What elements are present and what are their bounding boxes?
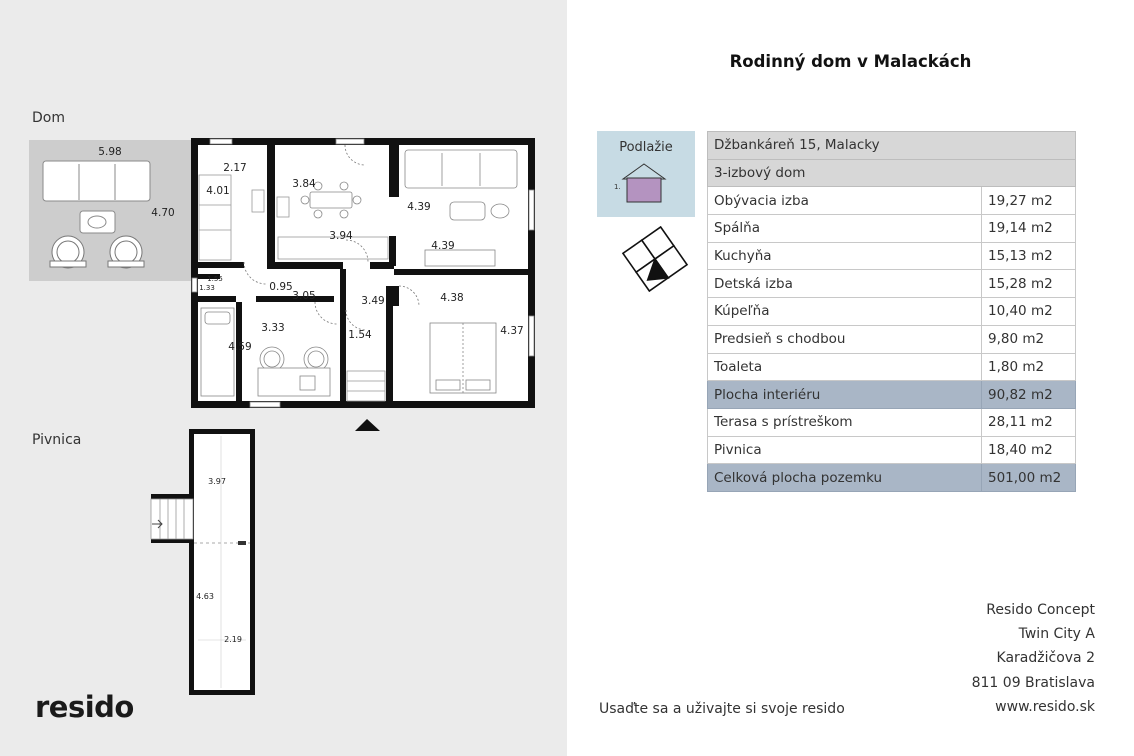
resido-logo: resido [35, 690, 134, 724]
entrance-arrow-icon [355, 419, 380, 431]
dim-hall-width: 0.95 [269, 281, 293, 293]
room-area: 19,27 m2 [982, 187, 1076, 215]
dim-kitchen-width: 2.17 [223, 162, 247, 174]
dim-bedroom-width: 4.38 [440, 292, 464, 304]
property-address: Džbankáreň 15, Malacky [708, 132, 1076, 160]
property-type: 3-izbový dom [708, 159, 1076, 187]
dim-hall-small: 1.54 [348, 329, 372, 341]
room-name: Kúpeľňa [708, 298, 982, 326]
room-area: 9,80 m2 [982, 325, 1076, 353]
room-name: Obývacia izba [708, 187, 982, 215]
dim-bath-height: 4.59 [228, 341, 252, 353]
room-name: Spálňa [708, 215, 982, 243]
dim-wc-width: 1.55 [207, 275, 223, 283]
sofa-icon [43, 161, 150, 201]
plot-total-label: Celková plocha pozemku [708, 464, 982, 492]
interior-total-label: Plocha interiéru [708, 381, 982, 409]
room-name: Detská izba [708, 270, 982, 298]
room-area: 18,40 m2 [982, 436, 1076, 464]
dim-hall-vertical: 3.49 [361, 295, 385, 307]
basement-label: Pivnica [32, 432, 82, 448]
room-name: Toaleta [708, 353, 982, 381]
room-name: Kuchyňa [708, 242, 982, 270]
room-area: 15,28 m2 [982, 270, 1076, 298]
company-name: Resido Concept [986, 602, 1095, 618]
info-panel [567, 0, 1134, 756]
dim-basement-top: 3.97 [208, 477, 226, 486]
plot-total-value: 501,00 m2 [982, 464, 1076, 492]
bed-icon [430, 323, 496, 393]
dim-terrace-height: 4.70 [151, 207, 175, 219]
floor-house-icon [621, 162, 667, 204]
compass-icon [619, 226, 691, 292]
dim-kitchen-height: 4.01 [206, 185, 230, 197]
company-building: Twin City A [1018, 626, 1095, 643]
dim-living-height: 4.39 [407, 201, 431, 213]
dim-wc-height: 1.33 [199, 284, 215, 292]
room-area: 19,14 m2 [982, 215, 1076, 243]
dim-hall-length: 3.05 [292, 290, 316, 302]
page-title: Rodinný dom v Malackách [729, 52, 972, 71]
company-city: 811 09 Bratislava [971, 674, 1095, 691]
room-area: 1,80 m2 [982, 353, 1076, 381]
room-name: Terasa s prístreškom [708, 408, 982, 436]
dim-bath-width: 3.33 [261, 322, 285, 334]
room-area: 10,40 m2 [982, 298, 1076, 326]
dim-basement-mid: 4.63 [196, 592, 214, 601]
dim-basement-width: 2.19 [224, 635, 242, 644]
entrance-steps [347, 371, 385, 401]
house-label: Dom [32, 110, 65, 126]
dim-dining: 3.84 [292, 178, 316, 190]
floor-number: 1. [614, 183, 621, 191]
company-address [972, 598, 1095, 719]
dim-bedroom-height: 4.37 [500, 325, 524, 337]
floor-label: Podlažie [619, 140, 673, 155]
floor-selector[interactable] [597, 131, 695, 217]
company-website-link[interactable]: www.resido.sk [995, 698, 1095, 715]
slogan: Usaďte sa a uživajte si svoje resido [599, 701, 845, 717]
dim-terrace-width: 5.98 [98, 146, 122, 158]
area-table [707, 131, 1076, 492]
room-name: Predsieň s chodbou [708, 325, 982, 353]
company-street: Karadžičova 2 [996, 650, 1095, 667]
basement-stairs [151, 499, 193, 539]
room-name: Pivnica [708, 436, 982, 464]
coffee-table-icon [80, 211, 115, 233]
dim-corridor-top: 3.94 [329, 230, 353, 242]
interior-total-value: 90,82 m2 [982, 381, 1076, 409]
room-area: 28,11 m2 [982, 408, 1076, 436]
basement-interior [193, 433, 251, 692]
dim-living-width: 4.39 [431, 240, 455, 252]
room-area: 15,13 m2 [982, 242, 1076, 270]
